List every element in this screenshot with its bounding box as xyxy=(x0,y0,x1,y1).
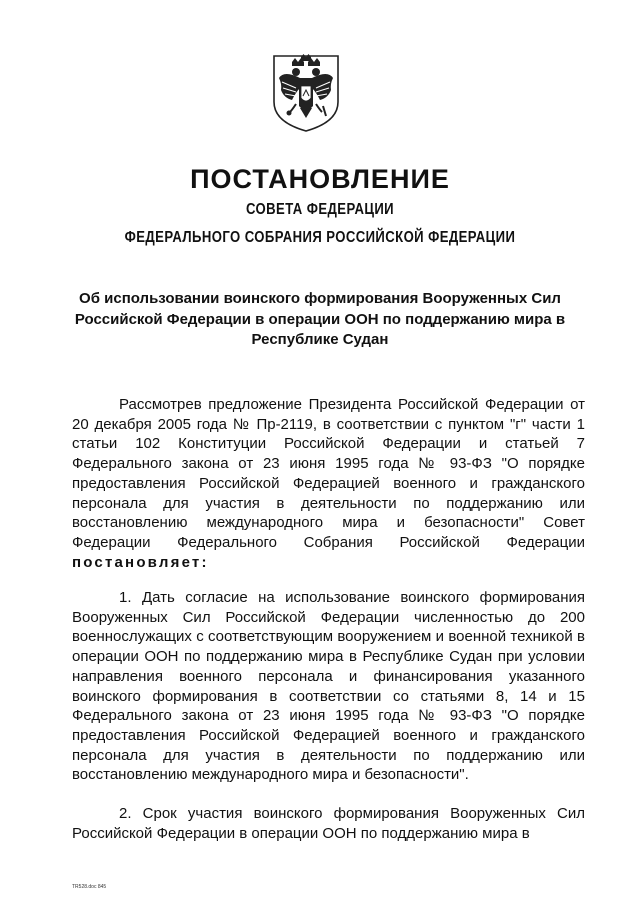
clause-1-text: 1. Дать согласие на использование воинского формирования Вооруженных Сил Российской Федерации численностью до 200 военнослужащих с соответствующим вооружением и военной техникой в операции ООН по поддержанию мира в Республике Судан при условии направления военного персонала и финансирования указанного воинского формирования в соответствии со статьями 8, 14 и 15 Федерального закона от 23 июня 1995 года № 93-ФЗ "О порядке предоставления Российской Федерацией военного и гражданского персонала для участия в деятельности по поддержанию или восстановлению международного мира и безопасности". xyxy=(72,589,585,784)
resolves-word: постановляет: xyxy=(72,553,209,571)
document-subtitle-assembly: ФЕДЕРАЛЬНОГО СОБРАНИЯ РОССИЙСКОЙ ФЕДЕРАЦИИ xyxy=(124,229,516,246)
preamble-text: Рассмотрев предложение Президента Российской Федерации от 20 декабря 2005 года № Пр-2119, в соответствии с пунктом "г" части 1 статьи 102 Конституции Российской Федерации и статьей 7 Федерального закона от 23 июня 1995 года № 93-ФЗ "О порядке предоставления Российской Федерацией военного и гражданского персонала для участия в деятельности по поддержанию или восстановлению международного мира и безопасности" Совет Федерации Федерального Собрания Российской Федерации xyxy=(72,396,585,551)
preamble-paragraph xyxy=(72,395,585,572)
document-title: ПОСТАНОВЛЕНИЕ xyxy=(190,164,450,194)
document-subtitle-council: СОВЕТА ФЕДЕРАЦИИ xyxy=(245,201,395,218)
clause-2-paragraph xyxy=(72,804,585,843)
footer-file-code: TR528.doc 845 xyxy=(72,884,107,890)
resolution-heading: Об использовании воинского формирования Вооруженных Сил Российской Федерации в операции ООН по поддержанию мира в Республике Судан xyxy=(74,290,566,348)
clause-2-text: 2. Срок участия воинского формирования Вооруженных Сил Российской Федерации в операции ООН по поддержанию мира в xyxy=(72,805,585,842)
clause-1-paragraph xyxy=(72,588,585,785)
russian-coat-of-arms-icon xyxy=(270,52,342,134)
